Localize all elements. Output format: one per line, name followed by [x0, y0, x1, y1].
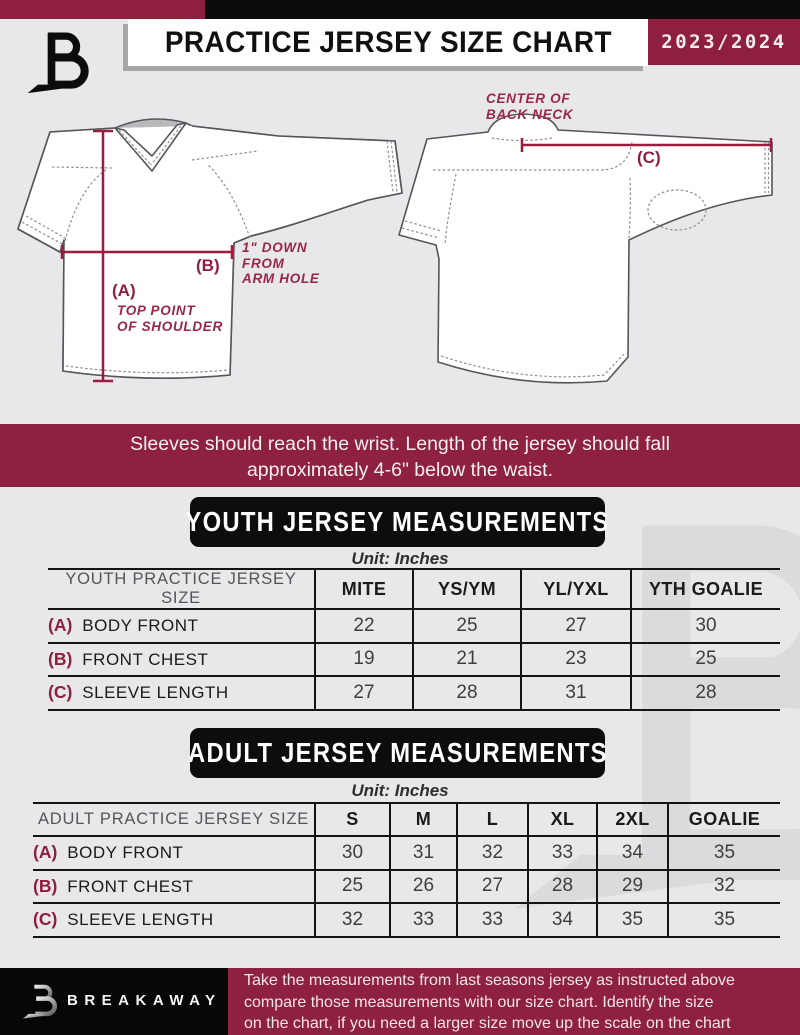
row-key: (A): [48, 615, 73, 636]
cell-value: 33: [457, 903, 528, 937]
row-label: [33, 903, 315, 937]
youth-table-header-row: [48, 569, 780, 609]
footer-note-line: on the chart, if you need a larger size move up the scale on the chart: [244, 1015, 731, 1032]
fit-note-banner: [0, 424, 800, 487]
adult-col-xl: XL: [528, 803, 597, 836]
cell-value: 28: [528, 870, 597, 904]
adult-size-column-header: ADULT PRACTICE JERSEY SIZE: [37, 810, 310, 828]
front-jersey-drawing: [18, 119, 402, 378]
adult-col-2xl: 2XL: [597, 803, 668, 836]
adult-unit-label: Unit: Inches: [351, 781, 449, 800]
youth-col-goalie: YTH GOALIE: [631, 569, 780, 609]
top-maroon-strip: [0, 0, 205, 19]
adult-section-title: ADULT JERSEY MEASUREMENTS: [187, 737, 608, 768]
row-label: [48, 609, 315, 643]
adult-col-s: S: [315, 803, 390, 836]
row-key: (B): [33, 875, 58, 896]
cell-value: 25: [413, 609, 521, 643]
cell-value: 25: [315, 870, 390, 904]
cell-value: 32: [315, 903, 390, 937]
youth-row-body-front: [48, 609, 780, 643]
cell-value: 21: [413, 643, 521, 677]
cell-value: 32: [457, 836, 528, 870]
row-name: FRONT CHEST: [67, 876, 194, 896]
measure-c-note-line: CENTER OF: [486, 91, 571, 106]
row-name: FRONT CHEST: [82, 649, 209, 669]
cell-value: 35: [668, 903, 780, 937]
youth-col-ysym: YS/YM: [413, 569, 521, 609]
footer-note-line: Take the measurements from last seasons jersey as instructed above: [244, 972, 735, 989]
measure-a-note: [117, 303, 223, 334]
measure-c-note-line: BACK NECK: [486, 106, 574, 122]
cell-value: 31: [521, 676, 631, 710]
measure-c-key: (C): [637, 148, 661, 167]
row-key: (A): [33, 842, 58, 863]
cell-value: 31: [390, 836, 457, 870]
adult-section-header: [187, 728, 608, 778]
fit-note-line: approximately 4-6" below the waist.: [246, 459, 554, 481]
footer-note-box: [228, 968, 800, 1035]
youth-row-front-chest: [48, 643, 780, 677]
measure-b-key: (B): [196, 256, 220, 275]
cell-value: 33: [390, 903, 457, 937]
fit-note-line: Sleeves should reach the wrist. Length of the jersey should fall: [130, 433, 670, 455]
footer-note-line: compare those measurements with our size chart. Identify the size: [244, 993, 714, 1011]
row-key: (B): [48, 648, 73, 669]
cell-value: 27: [521, 609, 631, 643]
row-label: [48, 676, 315, 710]
cell-value: 30: [315, 836, 390, 870]
cell-value: 19: [315, 643, 413, 677]
row-key: (C): [48, 682, 73, 703]
cell-value: 35: [668, 836, 780, 870]
row-key: (C): [33, 909, 58, 930]
adult-row-body-front: [33, 836, 780, 870]
cell-value: 29: [597, 870, 668, 904]
cell-value: 32: [668, 870, 780, 904]
row-name: BODY FRONT: [67, 843, 184, 863]
adult-row-front-chest: [33, 870, 780, 904]
title-banner: [128, 19, 648, 66]
adult-table-header-row: [33, 803, 780, 836]
cell-value: 25: [631, 643, 780, 677]
measure-a-note-line: OF SHOULDER: [117, 318, 223, 334]
adult-size-table: [33, 802, 780, 938]
youth-unit-label: Unit: Inches: [351, 549, 449, 568]
season-badge: [648, 19, 800, 65]
cell-value: 23: [521, 643, 631, 677]
measure-b-note-line: ARM HOLE: [242, 271, 320, 286]
cell-value: 33: [528, 836, 597, 870]
top-black-strip: [205, 0, 800, 19]
cell-value: 35: [597, 903, 668, 937]
breakaway-footer-logo: [22, 981, 60, 1022]
adult-col-l: L: [457, 803, 528, 836]
measure-b-note-line: 1" DOWN: [242, 240, 308, 255]
youth-section-title: YOUTH JERSEY MEASUREMENTS: [185, 506, 610, 537]
brand-name: BREAKAWAY: [67, 992, 222, 1009]
page-title: PRACTICE JERSEY SIZE CHART: [164, 25, 612, 59]
youth-section-header: [185, 497, 610, 547]
cell-value: 34: [528, 903, 597, 937]
cell-value: 28: [631, 676, 780, 710]
adult-row-sleeve-length: [33, 903, 780, 937]
back-jersey-drawing: [399, 114, 772, 383]
row-label: [48, 643, 315, 677]
row-name: SLEEVE LENGTH: [67, 910, 214, 930]
cell-value: 30: [631, 609, 780, 643]
row-label: [33, 870, 315, 904]
measure-b-note: [242, 240, 320, 287]
measure-a-key: (A): [112, 281, 136, 300]
youth-size-table: [48, 568, 780, 711]
youth-row-sleeve-length: [48, 676, 780, 710]
measure-a-note-line: TOP POINT: [117, 303, 196, 318]
cell-value: 22: [315, 609, 413, 643]
youth-size-column-header: YOUTH PRACTICE JERSEY SIZE: [65, 570, 297, 607]
cell-value: 34: [597, 836, 668, 870]
row-name: SLEEVE LENGTH: [82, 683, 229, 703]
season-label: 2023/2024: [661, 31, 787, 53]
adult-col-goalie: GOALIE: [668, 803, 780, 836]
adult-col-m: M: [390, 803, 457, 836]
measure-b-note-line: FROM: [242, 255, 285, 271]
cell-value: 26: [390, 870, 457, 904]
cell-value: 28: [413, 676, 521, 710]
cell-value: 27: [457, 870, 528, 904]
measure-c-note: [486, 91, 573, 122]
row-name: BODY FRONT: [82, 616, 199, 636]
youth-col-ylyxl: YL/YXL: [521, 569, 631, 609]
row-label: [33, 836, 315, 870]
jersey-diagram: [0, 85, 800, 425]
cell-value: 27: [315, 676, 413, 710]
youth-col-mite: MITE: [315, 569, 413, 609]
